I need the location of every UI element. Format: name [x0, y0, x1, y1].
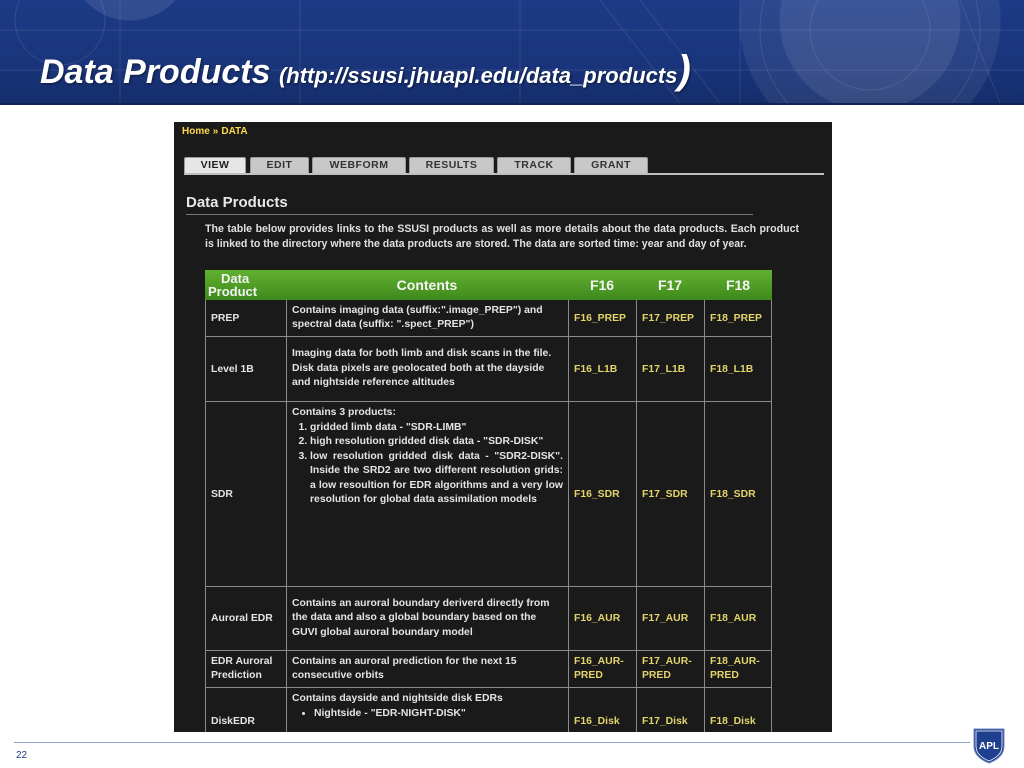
f18-link[interactable]: F18_AUR [704, 587, 772, 650]
row-product: SDR [205, 402, 286, 586]
tab-grant[interactable]: GRANT [574, 157, 648, 173]
f17-link[interactable]: F17_PREP [636, 300, 704, 336]
page-tabs [184, 157, 824, 175]
slide-title-main: Data Products [40, 53, 271, 91]
f16-link[interactable]: F16_PREP [568, 300, 636, 336]
list-item: • Nightside - "EDR-NIGHT-DISK" [314, 707, 503, 722]
page-number: 22 [16, 750, 28, 761]
f16-link[interactable]: F16_Disk [568, 688, 636, 732]
list-item: 2. high resolution gridded disk data - "SDR-DISK" [310, 435, 563, 450]
row-product-line2: Prediction [211, 670, 262, 681]
sdr-product-list [292, 421, 563, 508]
f17-link[interactable] [636, 651, 704, 687]
row-product: PREP [205, 300, 286, 336]
row-contents: Contains an auroral boundary deriverd directly from the data and also a global boundary based on the GUVI global auroral boundary model [286, 587, 568, 650]
row-contents [286, 688, 568, 732]
row-product [205, 651, 286, 687]
f18-link[interactable] [704, 651, 772, 687]
breadcrumb-separator: » [212, 126, 219, 137]
f18-link[interactable]: F18_SDR [704, 402, 772, 586]
header-data-product-line1: Data [221, 271, 250, 286]
section-divider [186, 214, 753, 215]
logo-text: APL [979, 741, 999, 752]
breadcrumb-current: DATA [221, 126, 248, 137]
f18-link-line2: PRED [710, 670, 739, 681]
header-f18: F18 [725, 277, 751, 293]
header-contents: Contents [396, 277, 458, 293]
f17-link-line1: F17_AUR- [642, 656, 692, 667]
table-header [205, 270, 772, 300]
f16-link[interactable]: F16_L1B [568, 337, 636, 401]
header-f17: F17 [657, 277, 683, 293]
row-contents [286, 402, 568, 586]
header-f16: F16 [589, 277, 615, 293]
tab-results[interactable]: RESULTS [409, 157, 494, 173]
tab-webform[interactable]: WEBFORM [312, 157, 406, 173]
section-title: Data Products [186, 194, 288, 211]
list-item: 1. gridded limb data - "SDR-LIMB" [310, 421, 563, 436]
f16-link-line2: PRED [574, 670, 603, 681]
row-contents-intro: Contains 3 products: [292, 407, 396, 418]
f18-link-line1: F18_AUR- [710, 656, 760, 667]
f16-link[interactable] [568, 651, 636, 687]
row-product: Level 1B [205, 337, 286, 401]
table-row [205, 587, 772, 651]
breadcrumb [182, 126, 248, 137]
row-contents: Imaging data for both limb and disk scans in the file. Disk data pixels are geolocated both at the dayside and nightside reference altitudes [286, 337, 568, 401]
tab-track[interactable]: TRACK [497, 157, 571, 173]
table-row [205, 688, 772, 732]
f17-link[interactable]: F17_Disk [636, 688, 704, 732]
footer-divider [14, 742, 970, 743]
slide-title-url: (http://ssusi.jhuapl.edu/data_products [278, 63, 678, 88]
row-product: Auroral EDR [205, 587, 286, 650]
f17-link[interactable]: F17_SDR [636, 402, 704, 586]
slide-title-close-paren: ) [677, 48, 691, 92]
row-contents: Contains imaging data (suffix:".image_PREP") and spectral data (suffix: ".spect_PREP") [286, 300, 568, 336]
diskedr-list [292, 707, 503, 722]
table-row [205, 402, 772, 587]
apl-shield-logo [970, 726, 1008, 764]
f16-link[interactable]: F16_SDR [568, 402, 636, 586]
row-product-line1: EDR Auroral [211, 656, 273, 667]
list-item: 3. low resolution gridded disk data - "SDR2-DISK". Inside the SRD2 are two different resolution grids: a low resoultion for EDR algorithms and a very low resolution for global data assimilation models [310, 450, 563, 508]
f17-link[interactable]: F17_AUR [636, 587, 704, 650]
slide-header-banner [0, 0, 1024, 105]
table-row [205, 337, 772, 402]
tab-edit[interactable]: EDIT [250, 157, 309, 173]
slide-title [40, 48, 691, 93]
f16-link[interactable]: F16_AUR [568, 587, 636, 650]
section-intro-text: The table below provides links to the SSUSI products as well as more details about the data products. Each product is linked to the directory where the data products are stored. The data are sorted time: year and day of year. [205, 223, 799, 250]
f17-link[interactable]: F17_L1B [636, 337, 704, 401]
header-data-product-line2: Product [208, 284, 258, 299]
breadcrumb-home-link[interactable]: Home [182, 126, 210, 137]
row-product: DiskEDR [205, 688, 286, 732]
f17-link-line2: PRED [642, 670, 671, 681]
header-data-product [205, 270, 285, 300]
tab-view[interactable]: VIEW [184, 157, 246, 173]
row-contents-intro: Contains dayside and nightside disk EDRs [292, 693, 503, 704]
table-row [205, 651, 772, 688]
website-screenshot-panel [174, 122, 832, 732]
table-row [205, 300, 772, 337]
f18-link[interactable]: F18_Disk [704, 688, 772, 732]
f18-link[interactable]: F18_L1B [704, 337, 772, 401]
f18-link[interactable]: F18_PREP [704, 300, 772, 336]
row-contents: Contains an auroral prediction for the next 15 consecutive orbits [286, 651, 568, 687]
f16-link-line1: F16_AUR- [574, 656, 624, 667]
